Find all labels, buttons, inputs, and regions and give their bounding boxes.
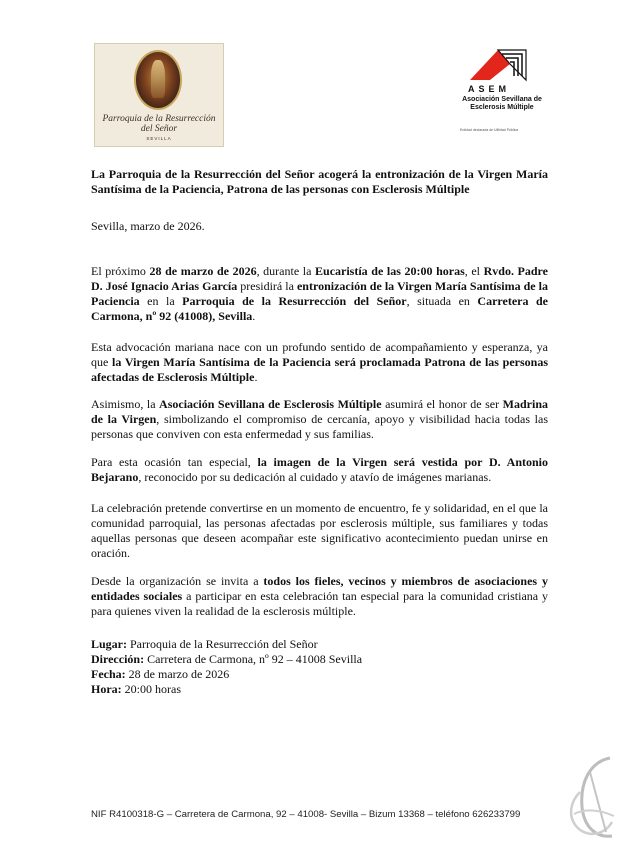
info-fecha: Fecha: 28 de marzo de 2026 [91,667,230,681]
virgin-medallion-image [134,50,182,110]
dateline-text: Sevilla, marzo de 2026. [91,219,205,233]
info-direccion: Dirección: Carretera de Carmona, nº 92 – 41008 Sevilla [91,652,363,666]
text-run: , simbolizando el compromiso de cercanía, apoyo y visibilidad hacia todas las personas que conviven con esta enfermedad y sus familias. [91,412,548,441]
body-paragraph-1 [91,264,548,324]
bold-text-run: Carretera de Carmona, nº 92 (41008), Sevilla [91,294,549,323]
text-run: , reconocido por su dedicación al cuidado y atavío de imágenes marianas. [138,470,492,484]
watermark-monogram-icon [560,752,626,842]
parish-logo [94,43,224,147]
text-run: presidirá la [237,279,297,293]
parish-logo-city: SEVILLA [146,136,172,141]
bold-text-run: todos los fieles, vecinos y miembros de asociaciones y entidades sociales [91,574,548,603]
asem-full-name: Asociación Sevillana de Esclerosis Múltiple [462,96,542,111]
text-run: Para esta ocasión tan especial, [91,455,258,469]
asem-word: ASEM [468,84,511,94]
bold-text-run: Madrina de la Virgen [91,397,548,426]
body-paragraph-5 [91,501,548,561]
press-release-title [91,167,548,197]
bold-text-run: entronización de la Virgen María Santísima de la Paciencia [91,279,548,308]
event-info [91,637,548,697]
bold-text-run: 28 de marzo de 2026 [149,264,257,278]
text-run: , el [464,264,484,278]
bold-text-run: Rvdo. Padre D. José Ignacio Arias García [91,264,548,293]
text-run: en la [139,294,183,308]
bold-text-run: Eucaristía de las 20:00 horas [315,264,465,278]
title-text: La Parroquia de la Resurrección del Señor acogerá la entronización de la Virgen María Santísima de la Paciencia, Patrona de las personas con Esclerosis Múltiple [91,167,548,196]
info-lugar: Lugar: Parroquia de la Resurrección del Señor [91,637,318,651]
body-paragraph-3 [91,397,548,442]
text-run: La celebración pretende convertirse en un momento de encuentro, fe y solidaridad, en el que la comunidad parroquial, las personas afectadas por esclerosis múltiple, sus familiares y todas aquellas personas que deseen acompañar este significativo acontecimiento puedan unirse en oración. [91,501,548,560]
body-paragraph-2 [91,340,548,385]
parish-logo-name: Parroquia de la Resurrección del Señor [102,114,216,134]
bold-text-run: la Virgen María Santísima de la Paciencia será proclamada Patrona de las personas afectadas de Esclerosis Múltiple [91,355,548,384]
info-hora: Hora: 20:00 horas [91,682,181,696]
body-paragraph-6 [91,574,548,619]
dateline [91,219,548,234]
asem-logo [460,44,550,136]
text-run: , durante la [256,264,316,278]
bold-text-run: la imagen de la Virgen será vestida por D. Antonio Bejarano [91,455,549,484]
footer-contact: NIF R4100318-G – Carretera de Carmona, 92 – 41008- Sevilla – Bizum 13368 – teléfono 626233799 [91,809,521,820]
text-run: El próximo [91,264,150,278]
text-run: . [254,370,258,384]
asem-mark-icon [468,44,538,84]
text-run: Desde la organización se invita a [91,574,264,588]
text-run: Esta advocación mariana nace con un profundo sentido de acompañamiento y esperanza, ya que [91,340,548,369]
text-run: Asimismo, la [91,397,160,411]
text-run: a participar en esta celebración tan especial para la comunidad cristiana y para quienes viven la realidad de la esclerosis múltiple. [91,589,548,618]
bold-text-run: Parroquia de la Resurrección del Señor [182,294,407,308]
bold-text-run: Asociación Sevillana de Esclerosis Múltiple [159,397,382,411]
text-run: . [252,309,256,323]
text-run: asumirá el honor de ser [381,397,503,411]
asem-tagline: Entidad declarada de Utilidad Pública [460,128,519,132]
text-run: , situada en [406,294,478,308]
body-paragraph-4 [91,455,548,485]
